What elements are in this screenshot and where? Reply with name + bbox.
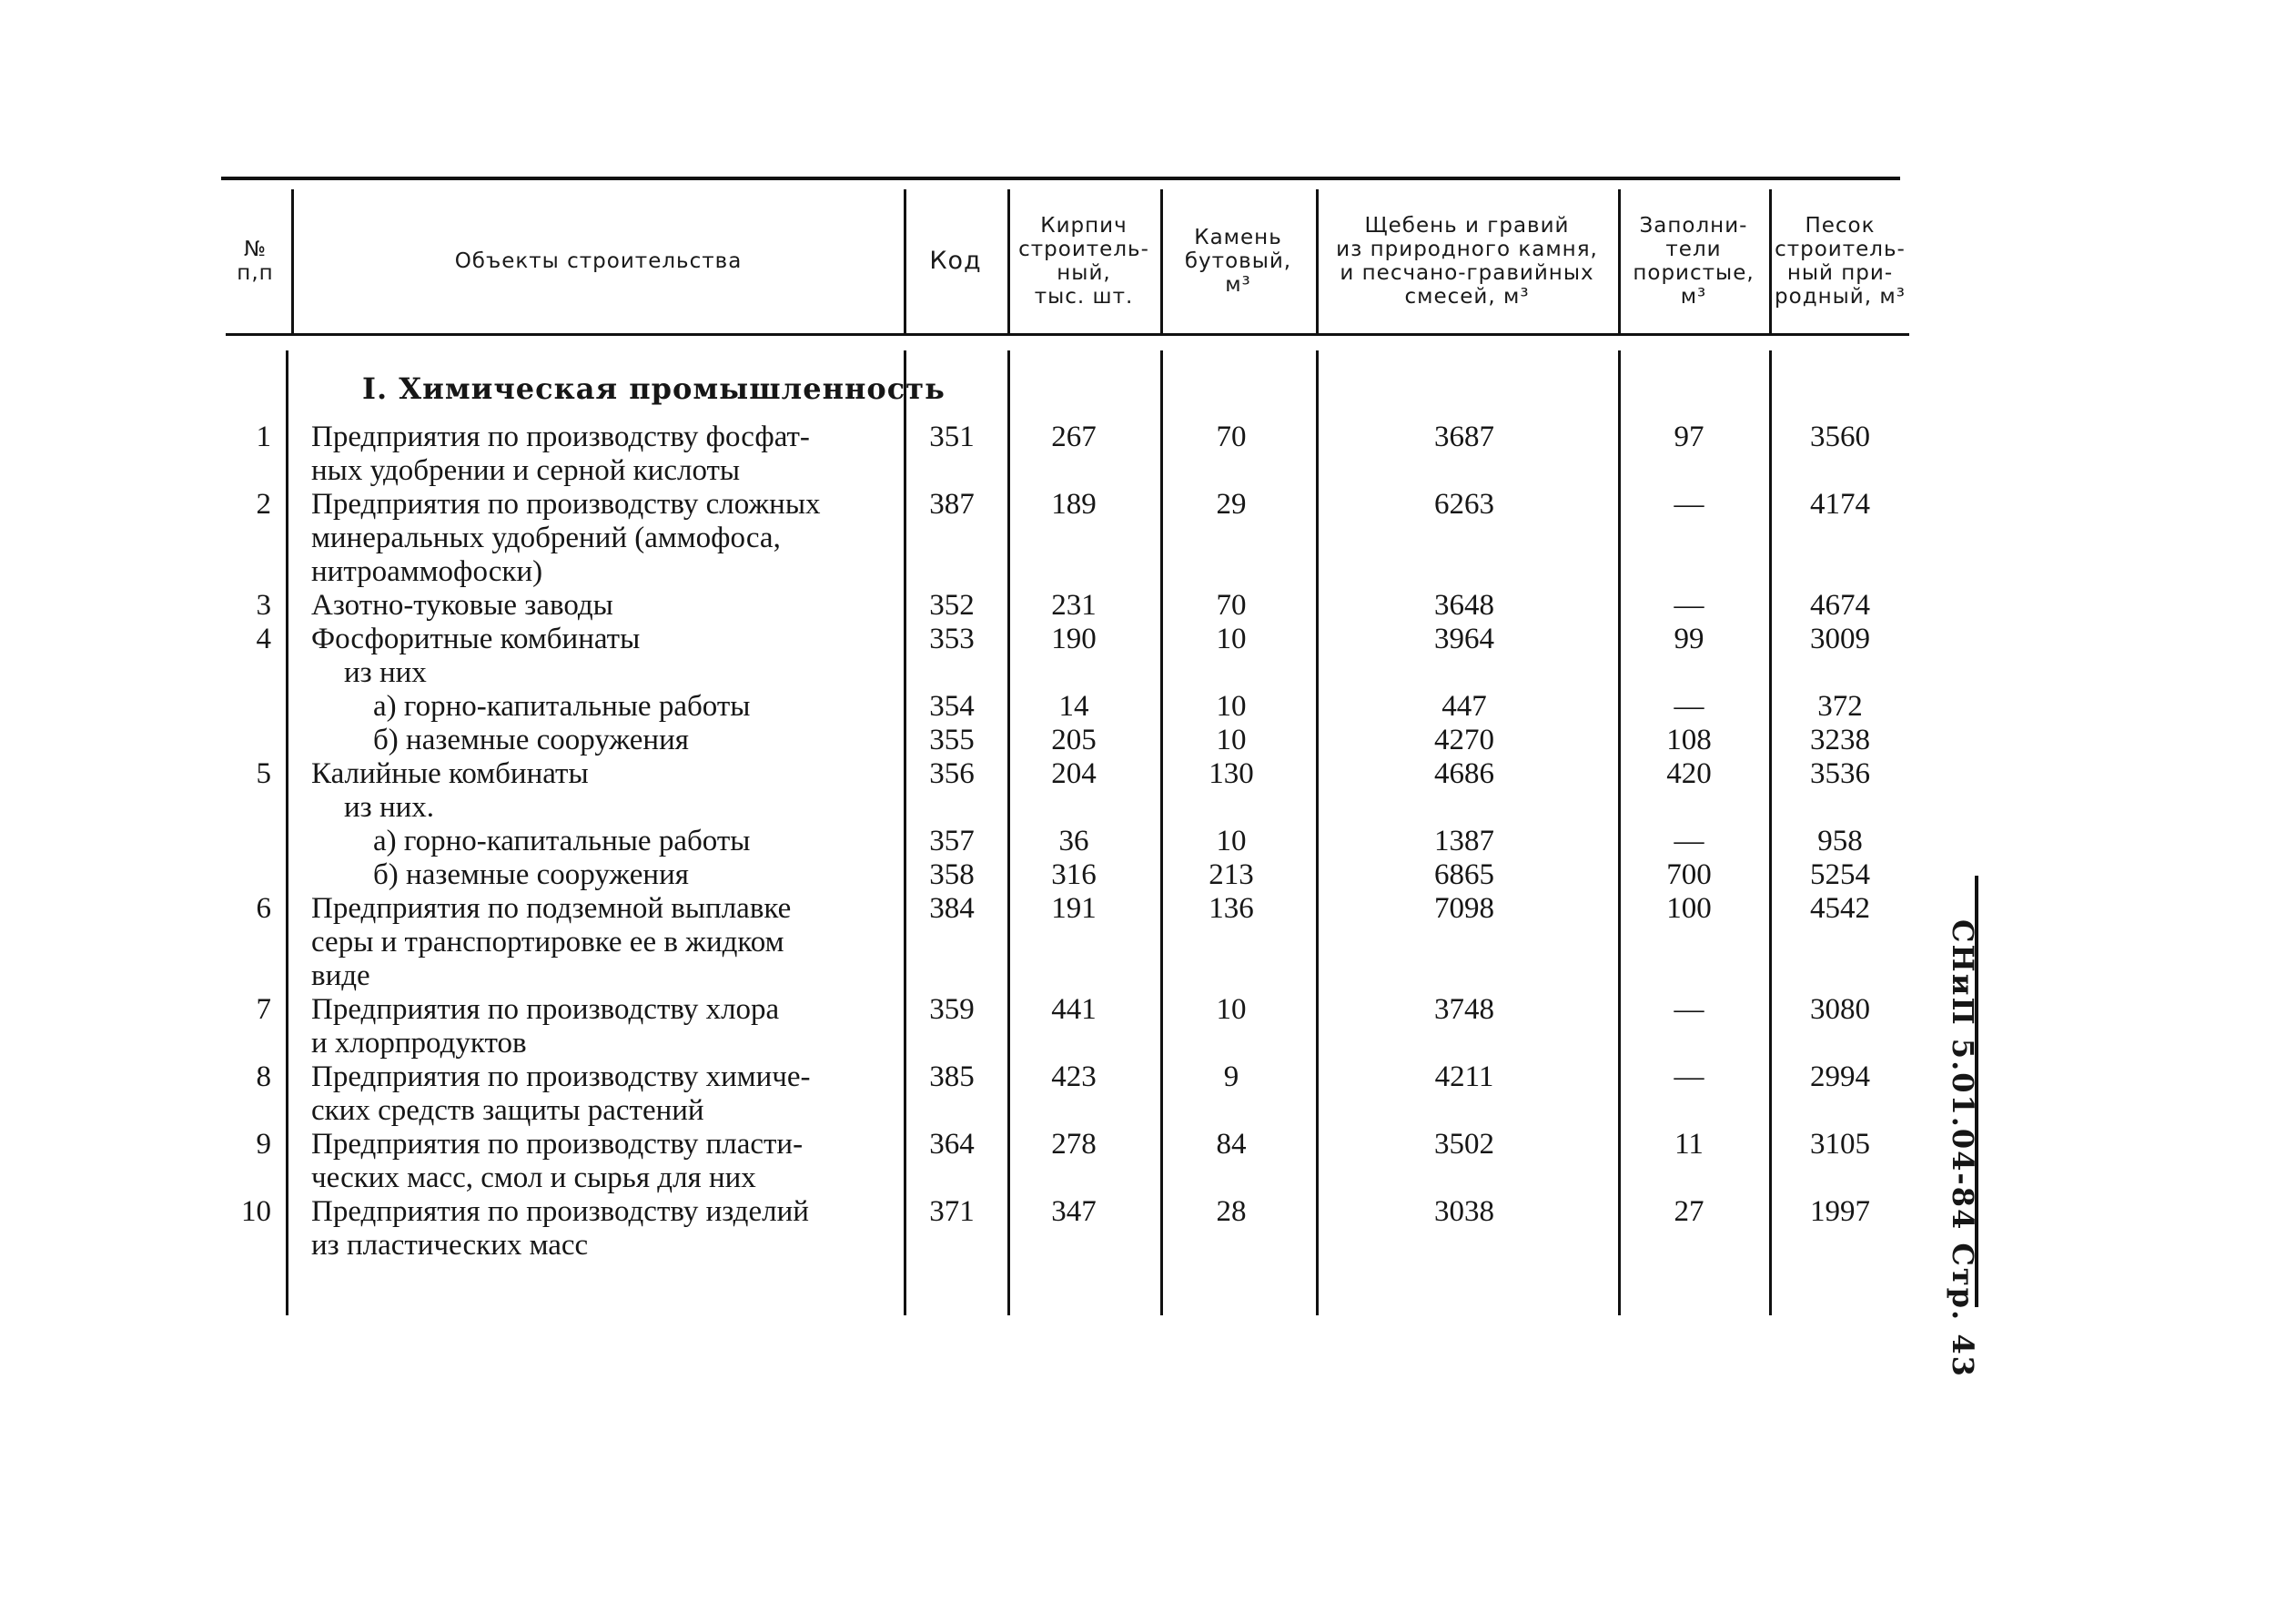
row-stone: 10: [1216, 623, 1247, 655]
row-filler: 100: [1666, 892, 1712, 925]
row-code: 387: [929, 488, 975, 521]
row-filler: 420: [1666, 757, 1712, 790]
table-row: [0, 623, 2296, 656]
row-brick: 423: [1051, 1060, 1097, 1093]
row-gravel: 4270: [1434, 724, 1494, 756]
row-stone: 10: [1216, 690, 1247, 723]
table-row: [0, 858, 2296, 892]
row-num: 5: [256, 757, 271, 790]
header-gravel: Щебень и гравий из природного камня, и песчано-гравийных смесей, м³: [1336, 214, 1598, 309]
row-object-name: а) горно-капитальные работы: [373, 690, 751, 723]
row-stone: 10: [1216, 724, 1247, 756]
table-row: [0, 421, 2296, 488]
row-filler: 97: [1674, 421, 1704, 453]
row-sand: 4674: [1810, 589, 1870, 622]
row-gravel: 1387: [1434, 825, 1494, 857]
row-gravel: 3687: [1434, 421, 1494, 453]
row-stone: 136: [1209, 892, 1254, 925]
row-gravel: 3964: [1434, 623, 1494, 655]
row-sand: 1997: [1810, 1195, 1870, 1228]
row-object-name: Предприятия по подземной выплавке серы и транспортировке ее в жидком виде: [311, 892, 792, 992]
document-reference-label: СНиП 5.01.04-84 Стр. 43: [1946, 919, 1980, 1378]
row-code: 355: [929, 724, 975, 756]
row-sand: 5254: [1810, 858, 1870, 891]
table-top-rule: [221, 177, 1900, 180]
row-filler: 11: [1674, 1128, 1704, 1161]
header-num: № п,п: [237, 238, 274, 285]
row-brick: 36: [1058, 825, 1089, 857]
row-object-name: Предприятия по производству изделий из пластических масс: [311, 1195, 809, 1262]
table-row: [0, 656, 2296, 690]
row-num: 1: [256, 421, 271, 453]
row-gravel: 447: [1441, 690, 1487, 723]
row-object-name: Фосфоритные комбинаты: [311, 623, 641, 655]
table-row: [0, 589, 2296, 623]
row-object-name: Калийные комбинаты: [311, 757, 589, 790]
row-gravel: 3648: [1434, 589, 1494, 622]
row-code: 371: [929, 1195, 975, 1228]
row-object-name: из них.: [344, 791, 435, 824]
row-brick: 204: [1051, 757, 1097, 790]
row-filler: —: [1674, 488, 1704, 521]
row-brick: 316: [1051, 858, 1097, 891]
row-gravel: 3748: [1434, 993, 1494, 1026]
row-sand: 3238: [1810, 724, 1870, 756]
header-sand: Песок строитель- ный при- родный, м³: [1775, 214, 1906, 309]
row-num: 10: [241, 1195, 271, 1228]
row-sand: 3080: [1810, 993, 1870, 1026]
row-code: 359: [929, 993, 975, 1026]
row-num: 9: [256, 1128, 271, 1161]
table-row: [0, 488, 2296, 589]
row-num: 4: [256, 623, 271, 655]
row-stone: 70: [1216, 589, 1247, 622]
row-code: 353: [929, 623, 975, 655]
row-sand: 372: [1817, 690, 1863, 723]
row-object-name: Азотно-туковые заводы: [311, 589, 613, 622]
row-filler: 27: [1674, 1195, 1704, 1228]
row-gravel: 7098: [1434, 892, 1494, 925]
row-brick: 347: [1051, 1195, 1097, 1228]
row-stone: 28: [1216, 1195, 1247, 1228]
row-code: 352: [929, 589, 975, 622]
row-object-name: Предприятия по производству химиче- ских средств защиты растений: [311, 1060, 811, 1127]
header-stone: Камень бутовый, м³: [1184, 226, 1292, 297]
row-brick: 205: [1051, 724, 1097, 756]
row-brick: 189: [1051, 488, 1097, 521]
row-object-name: Предприятия по производству сложных минеральных удобрений (аммофоса, нитроаммофоски): [311, 488, 821, 588]
row-brick: 441: [1051, 993, 1097, 1026]
row-code: 364: [929, 1128, 975, 1161]
row-object-name: а) горно-капитальные работы: [373, 825, 751, 857]
row-gravel: 6263: [1434, 488, 1494, 521]
row-object-name: б) наземные сооружения: [373, 858, 689, 891]
row-gravel: 4686: [1434, 757, 1494, 790]
header-objects: Объекты строительства: [454, 249, 743, 273]
row-stone: 130: [1209, 757, 1254, 790]
row-sand: 3105: [1810, 1128, 1870, 1161]
row-num: 7: [256, 993, 271, 1026]
row-code: 356: [929, 757, 975, 790]
row-stone: 29: [1216, 488, 1247, 521]
row-gravel: 6865: [1434, 858, 1494, 891]
table-row: [0, 724, 2296, 757]
header-separator: [291, 189, 294, 333]
row-brick: 190: [1051, 623, 1097, 655]
row-sand: 4542: [1810, 892, 1870, 925]
row-stone: 213: [1209, 858, 1254, 891]
row-code: 354: [929, 690, 975, 723]
row-sand: 3560: [1810, 421, 1870, 453]
row-object-name: Предприятия по производству хлора и хлорпродуктов: [311, 993, 780, 1060]
header-brick: Кирпич строитель- ный, тыс. шт.: [1018, 214, 1149, 309]
row-gravel: 3502: [1434, 1128, 1494, 1161]
row-filler: —: [1674, 1060, 1704, 1093]
row-num: 8: [256, 1060, 271, 1093]
row-num: 6: [256, 892, 271, 925]
row-sand: 3009: [1810, 623, 1870, 655]
row-gravel: 4211: [1434, 1060, 1494, 1093]
row-stone: 70: [1216, 421, 1247, 453]
row-object-name: б) наземные сооружения: [373, 724, 689, 756]
header-bottom-rule: [226, 333, 1909, 336]
table-row: [0, 791, 2296, 825]
row-filler: 700: [1666, 858, 1712, 891]
row-stone: 10: [1216, 825, 1247, 857]
row-num: 2: [256, 488, 271, 521]
row-brick: 231: [1051, 589, 1097, 622]
row-filler: —: [1674, 589, 1704, 622]
row-code: 385: [929, 1060, 975, 1093]
table-row: [0, 757, 2296, 791]
row-brick: 191: [1051, 892, 1097, 925]
header-code: Код: [929, 247, 982, 275]
row-object-name: из них: [344, 656, 427, 689]
row-filler: —: [1674, 825, 1704, 857]
row-object-name: Предприятия по производству фосфат- ных удобрении и серной кислоты: [311, 421, 810, 487]
row-sand: 958: [1817, 825, 1863, 857]
row-brick: 14: [1058, 690, 1089, 723]
section-title: I. Химическая промышленность: [362, 371, 946, 406]
header-filler: Заполни- тели пористые, м³: [1633, 214, 1755, 309]
row-code: 384: [929, 892, 975, 925]
row-sand: 4174: [1810, 488, 1870, 521]
row-brick: 278: [1051, 1128, 1097, 1161]
row-sand: 3536: [1810, 757, 1870, 790]
row-filler: —: [1674, 690, 1704, 723]
row-filler: 108: [1666, 724, 1712, 756]
row-code: 358: [929, 858, 975, 891]
row-stone: 10: [1216, 993, 1247, 1026]
row-filler: 99: [1674, 623, 1704, 655]
row-stone: 84: [1216, 1128, 1247, 1161]
table-row: [0, 690, 2296, 724]
row-code: 351: [929, 421, 975, 453]
row-stone: 9: [1223, 1060, 1239, 1093]
row-filler: —: [1674, 993, 1704, 1026]
row-code: 357: [929, 825, 975, 857]
table-row: [0, 825, 2296, 858]
row-gravel: 3038: [1434, 1195, 1494, 1228]
row-object-name: Предприятия по производству пласти- ческих масс, смол и сырья для них: [311, 1128, 804, 1194]
row-num: 3: [256, 589, 271, 622]
row-sand: 2994: [1810, 1060, 1870, 1093]
row-brick: 267: [1051, 421, 1097, 453]
